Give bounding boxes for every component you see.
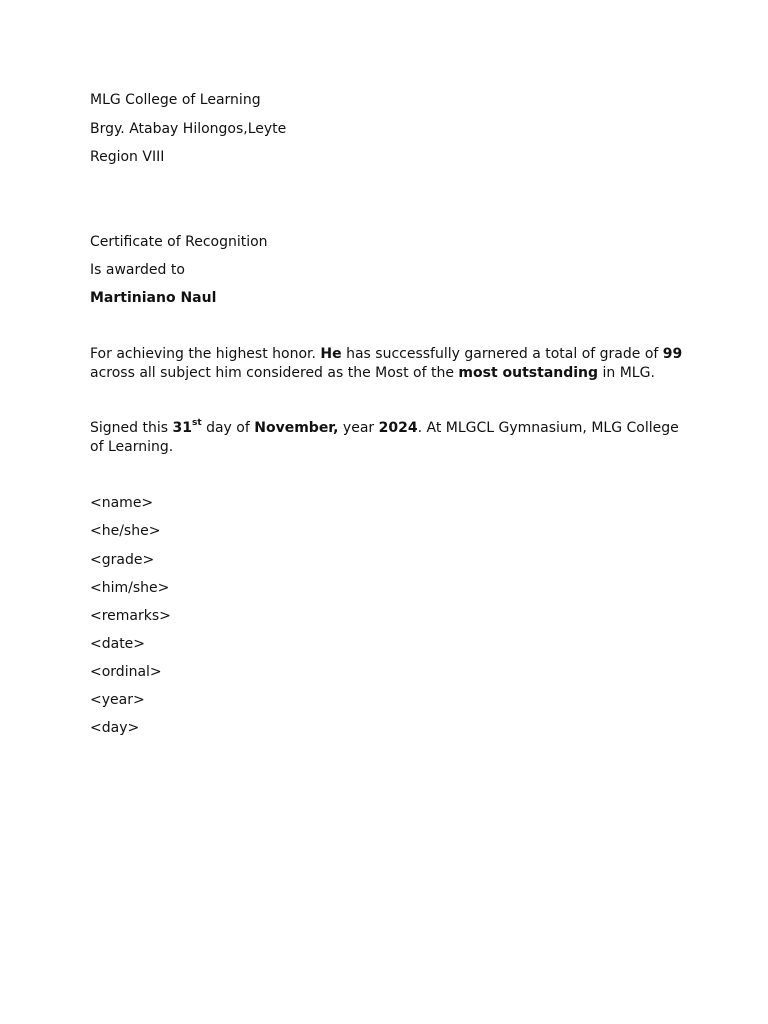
placeholder-item: <ordinal>	[90, 664, 162, 680]
school-name: MLG College of Learning	[90, 92, 261, 108]
placeholder-item: <name>	[90, 495, 154, 511]
remarks-value: most outstanding	[458, 364, 599, 381]
achievement-text-2: has successfully garnered a total of grade of	[341, 346, 663, 362]
achievement-text-1: For achieving the highest honor.	[90, 346, 321, 362]
awarded-to-label: Is awarded to	[90, 262, 185, 278]
ordinal-value: st	[191, 418, 202, 429]
year-value: 2024	[378, 420, 418, 436]
pronoun-value: He	[320, 346, 342, 362]
placeholder-item: <him/she>	[90, 580, 170, 596]
signed-text-4: . At MLGCL Gymnasium, MLG College of Learning.	[90, 420, 679, 455]
grade-value: 99	[662, 346, 683, 362]
signed-paragraph	[90, 419, 690, 456]
school-region: Region VIII	[90, 149, 165, 165]
achievement-paragraph	[90, 345, 690, 382]
placeholder-item: <he/she>	[90, 523, 161, 539]
school-address: Brgy. Atabay Hilongos,Leyte	[90, 121, 287, 137]
placeholder-item: <year>	[90, 692, 145, 708]
signed-text-3: year	[338, 420, 379, 436]
achievement-text-4: in MLG.	[598, 364, 655, 381]
placeholder-item: <date>	[90, 636, 146, 652]
recipient-name: Martiniano Naul	[90, 290, 217, 306]
placeholder-item: <grade>	[90, 552, 155, 568]
achievement-text-3: across all subject him considered as the Most of the	[90, 364, 459, 381]
signed-text-1: Signed this	[90, 420, 173, 436]
placeholder-item: <day>	[90, 720, 140, 736]
signed-text-2: day of	[201, 420, 255, 436]
placeholder-item: <remarks>	[90, 608, 171, 624]
month-value: November,	[254, 420, 339, 436]
day-value: 31	[172, 420, 192, 436]
certificate-title: Certificate of Recognition	[90, 234, 268, 250]
